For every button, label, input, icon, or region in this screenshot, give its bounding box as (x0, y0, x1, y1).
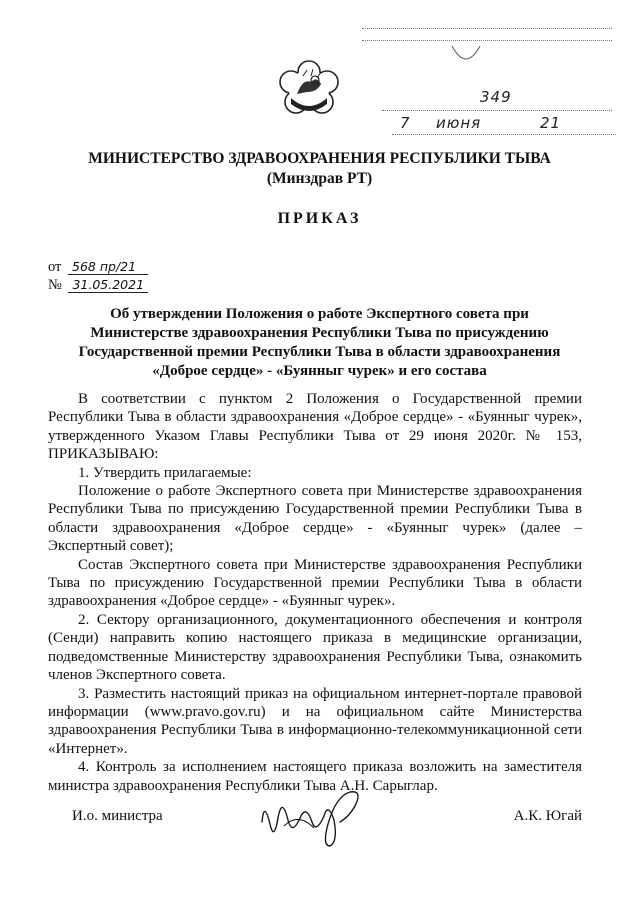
item-3-paragraph: 3. Разместить настоящий приказ на официальном интернет-портале правовой информации (www.pravo.gov.ru) и на официальном сайте Министерства здравоохранения Республики Тыва в информационно-телекоммуникационной сети «Интернет». (48, 685, 582, 757)
order-heading (68, 305, 571, 381)
item-1-paragraph: 1. Утвердить прилагаемые: (78, 464, 252, 481)
item-2-paragraph: 2. Сектору организационного, документационного обеспечения и контроля (Сенди) направить копию настоящего приказа в медицинские организации, подведомственные Министерству здравоохранения Республики Тыва, ознакомить членов Экспертного совета. (48, 611, 582, 684)
stamp-mark-icon (446, 42, 486, 82)
signer-position: И.о. министра (72, 808, 163, 824)
signer-name: А.К. Югай (513, 808, 582, 824)
stamp-year: 21 (540, 114, 562, 132)
handwritten-signature (254, 782, 374, 852)
order-date-row (48, 259, 148, 276)
heading-line: Об утверждении Положения о работе Экспертного совета при (110, 306, 529, 322)
heading-line: Министерстве здравоохранения Республики Тыва по присуждению (90, 325, 549, 341)
stamp-number: 349 (480, 88, 512, 106)
ministry-short-name: (Минздрав РТ) (266, 170, 373, 187)
date-handwritten: 568 пр/21 (68, 259, 148, 275)
registration-stamp (362, 28, 617, 138)
coat-of-arms-emblem (277, 58, 341, 122)
item-4-paragraph: 4. Контроль за исполнением настоящего приказа возложить на заместителя министра здравоохранения Республики Тыва А.Н. Сарыглар. (48, 759, 582, 794)
preamble-paragraph: В соответствии с пунктом 2 Положения о Государственной премии Республики Тыва в области здравоохранения «Доброе сердце» - «Буянныг чурек», утвержденного Указом Главы Республики Тыва от 29 июня 2020г. № 153, ПРИКАЗЫВАЮ: (48, 391, 582, 463)
order-body (48, 390, 582, 795)
approved-regulation-paragraph: Положение о работе Экспертного совета при Министерстве здравоохранения Республики Тыва по присуждению Государственной премии Республики Тыва в области здравоохранения «Доброе сердце» - «Буянныг чурек» (далее – Экспертный совет); (48, 483, 582, 555)
ministry-name: МИНИСТЕРСТВО ЗДРАВООХРАНЕНИЯ РЕСПУБЛИКИ ТЫВА (88, 150, 551, 167)
stamp-day: 7 (400, 114, 411, 132)
document-type-title: ПРИКАЗ (277, 210, 362, 227)
stamp-month: июня (436, 114, 482, 132)
order-number-row (48, 277, 148, 294)
ministry-header (60, 149, 579, 189)
approved-composition-paragraph: Состав Экспертного совета при Министерстве здравоохранения Республики Тыва по присуждению Государственной премии Республики Тыва в области здравоохранения «Доброе сердце» - «Буянныг чурек». (48, 556, 582, 610)
heading-line: Государственной премии Республики Тыва в области здравоохранения (78, 344, 561, 360)
number-handwritten: 31.05.2021 (68, 277, 148, 293)
heading-line: «Доброе сердце» - «Буянныг чурек» и его состава (152, 363, 487, 379)
number-label: № (48, 277, 62, 293)
date-label: от (48, 259, 62, 275)
